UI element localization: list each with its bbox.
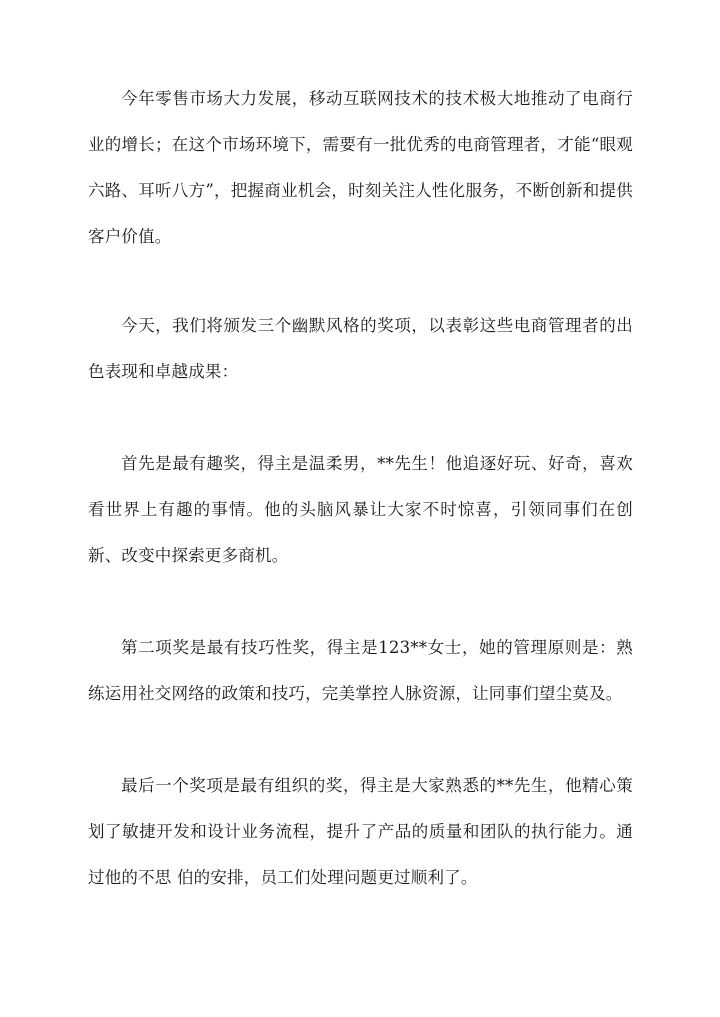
paragraph-intro: 今年零售市场大力发展，移动互联网技术的技术极大地推动了电商行业的增长；在这个市场环境下，需要有一批优秀的电商管理者，才能“眼观六路、耳听八方”，把握商业机会，时刻关注人性化服务，不断创新和提供客户价值。: [88, 89, 633, 246]
paragraph-award-most-skillful: 第二项奖是最有技巧性奖，得主是123**女士，她的管理原则是：熟练运用社交网络的政策和技巧，完美掌控人脉资源，让同事们望尘莫及。: [88, 638, 633, 703]
paragraph-awards-announcement: 今天，我们将颁发三个幽默风格的奖项，以表彰这些电商管理者的出色表现和卓越成果：: [88, 316, 633, 381]
paragraph-award-most-fun: 首先是最有趣奖，得主是温柔男，**先生！他追逐好玩、好奇，喜欢看世界上有趣的事情。他的头脑风暴让大家不时惊喜，引领同事们在创新、改变中探索更多商机。: [88, 454, 633, 565]
paragraph-award-most-organized: 最后一个奖项是最有组织的奖，得主是大家熟悉的**先生，他精心策划了敏捷开发和设计业务流程，提升了产品的质量和团队的执行能力。通过他的不思 伯的安排，员工们处理问题更过顺利了。: [88, 776, 633, 887]
